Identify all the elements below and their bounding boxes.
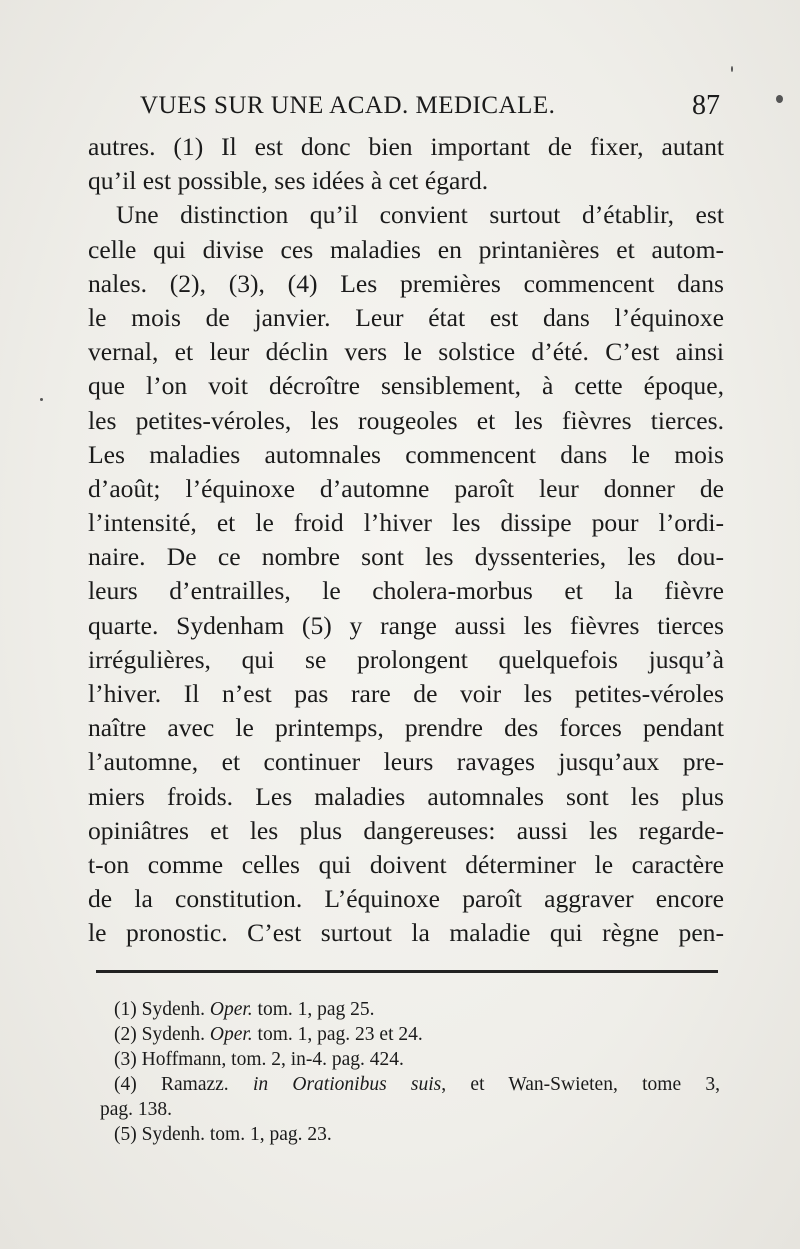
text-line: Une distinction qu’il convient surtout d’établir, est	[116, 200, 724, 230]
text-line: le pronostic. C’est surtout la maladie qui règne pen-	[88, 918, 724, 948]
text-line: Les maladies automnales commencent dans le mois	[88, 439, 724, 469]
text-line: quarte. Sydenham (5) y range aussi les fièvres tierces	[88, 610, 724, 640]
running-title: VUES SUR UNE ACAD. MEDICALE.	[140, 92, 556, 119]
footnote-1: (1) Sydenh. Oper. tom. 1, pag 25.	[114, 999, 375, 1020]
text-line: l’intensité, et le froid l’hiver les dissipe pour l’ordi-	[88, 508, 724, 538]
ink-speck	[776, 95, 783, 103]
text-line: t-on comme celles qui doivent déterminer le caractère	[88, 849, 724, 879]
body-text	[88, 130, 724, 951]
text-line: leurs d’entrailles, le cholera-morbus et la fièvre	[88, 576, 724, 606]
text-line: le mois de janvier. Leur état est dans l’équinoxe	[88, 302, 724, 332]
page-number: 87	[692, 90, 720, 121]
footnote-2: (2) Sydenh. Oper. tom. 1, pag. 23 et 24.	[114, 1024, 423, 1045]
text-line: autres. (1) Il est donc bien important de fixer, autant	[88, 132, 724, 161]
text-line: opiniâtres et les plus dangereuses: aussi les regarde-	[88, 815, 724, 845]
text-line: d’août; l’équinoxe d’automne paroît leur donner de	[88, 473, 724, 503]
footnote-5: (5) Sydenh. tom. 1, pag. 23.	[114, 1124, 332, 1145]
page-header	[140, 92, 720, 126]
text-line: l’hiver. Il n’est pas rare de voir les petites-véroles	[88, 679, 724, 708]
text-line: miers froids. Les maladies automnales sont les plus	[88, 781, 724, 811]
text-line: naire. De ce nombre sont les dyssenteries, les dou-	[88, 542, 724, 572]
text-line: naître avec le printemps, prendre des forces pendant	[88, 713, 724, 743]
text-line: qu’il est possible, ses idées à cet égard.	[88, 166, 489, 196]
text-line: que l’on voit décroître sensiblement, à cette époque,	[88, 371, 724, 401]
footnote-4-continuation: pag. 138.	[100, 1099, 173, 1120]
text-line: de la constitution. L’équinoxe paroît aggraver encore	[88, 884, 724, 914]
ink-speck	[731, 66, 733, 72]
text-line: l’automne, et continuer leurs ravages jusqu’aux pre-	[88, 747, 724, 777]
footnote-3: (3) Hoffmann, tom. 2, in-4. pag. 424.	[114, 1049, 404, 1070]
text-line: vernal, et leur déclin vers le solstice d’été. C’est ainsi	[88, 337, 724, 367]
text-line: irrégulières, qui se prolongent quelquefois jusqu’à	[88, 644, 724, 674]
footnotes	[96, 997, 720, 1147]
text-line: nales. (2), (3), (4) Les premières commencent dans	[88, 268, 724, 298]
footnote-4: (4) Ramazz. in Orationibus suis, et Wan-Swieten, tome 3,	[114, 1074, 720, 1095]
text-line: les petites-véroles, les rougeoles et les fièvres tierces.	[88, 405, 724, 435]
text-line: celle qui divise ces maladies en printanières et autom-	[88, 234, 724, 264]
ink-speck	[40, 398, 43, 401]
footnote-separator-rule	[96, 970, 718, 973]
